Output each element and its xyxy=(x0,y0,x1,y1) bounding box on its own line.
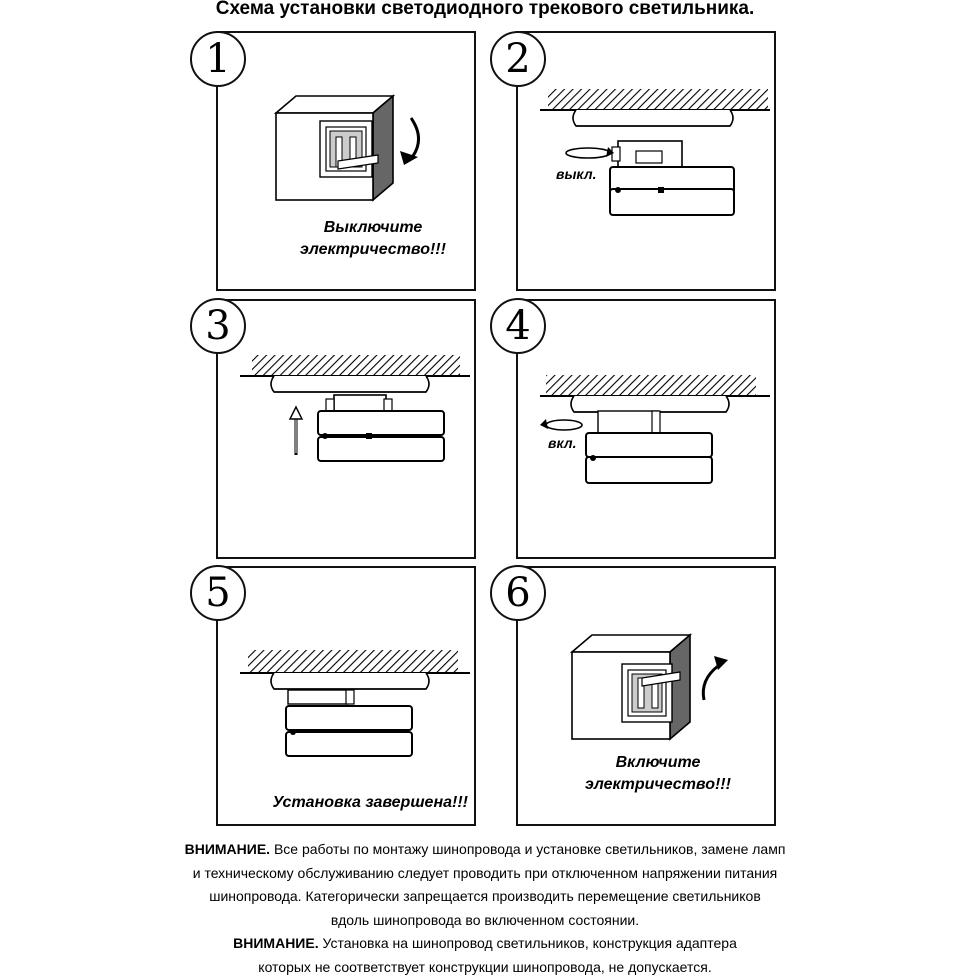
step-3-panel xyxy=(216,299,476,559)
step-number-3: 3 xyxy=(190,298,246,354)
warnings xyxy=(60,838,910,979)
off-label: выкл. xyxy=(556,166,596,182)
caption-line: электричество!!! xyxy=(558,774,758,796)
rotate-off-illustration xyxy=(518,33,778,293)
step-number-1: 1 xyxy=(190,31,246,87)
caption-line: Выключите xyxy=(278,217,468,239)
step-5-caption: Установка завершена!!! xyxy=(242,792,468,814)
on-label: вкл. xyxy=(548,435,577,451)
warning-text: и техническому обслуживанию следует проводить при отключенном напряжении питания xyxy=(60,862,910,886)
step-number-5: 5 xyxy=(190,565,246,621)
step-number-2: 2 xyxy=(490,31,546,87)
step-1-caption xyxy=(278,217,468,261)
installed-illustration xyxy=(218,568,478,828)
warning-text: шинопровода. Категорически запрещается производить перемещение светильников xyxy=(60,885,910,909)
step-2-panel xyxy=(516,31,776,291)
step-number-4: 4 xyxy=(490,298,546,354)
step-5-panel xyxy=(216,566,476,826)
warning-head: ВНИМАНИЕ. xyxy=(233,935,318,951)
step-6-panel xyxy=(516,566,776,826)
warning-text: которых не соответствует конструкции шинопровода, не допускается. xyxy=(60,956,910,979)
step-4-panel xyxy=(516,299,776,559)
page-title: Схема установки светодиодного трекового светильника. xyxy=(0,0,970,20)
step-6-caption xyxy=(558,752,758,796)
warning-text: Все работы по монтажу шинопровода и установке светильников, замене ламп xyxy=(274,841,785,857)
warning-head: ВНИМАНИЕ. xyxy=(185,841,270,857)
warning-text: Установка на шинопровод светильников, конструкция адаптера xyxy=(323,935,737,951)
insert-adapter-illustration xyxy=(218,301,478,561)
step-1-panel xyxy=(216,31,476,291)
rotate-on-illustration xyxy=(518,301,778,561)
warning-text: вдоль шинопровода во включенном состоянии. xyxy=(60,909,910,933)
step-number-6: 6 xyxy=(490,565,546,621)
warning-1 xyxy=(60,838,910,932)
caption-line: электричество!!! xyxy=(278,239,468,261)
caption-line: Включите xyxy=(558,752,758,774)
warning-2 xyxy=(60,932,910,979)
